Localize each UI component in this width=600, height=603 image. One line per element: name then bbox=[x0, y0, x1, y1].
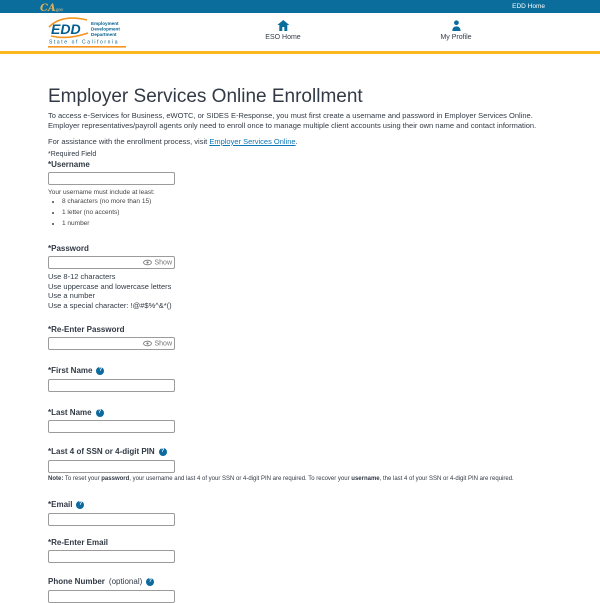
first-name-label: *First Name bbox=[48, 366, 93, 376]
last-name-input[interactable] bbox=[48, 420, 175, 433]
email-label: *Email bbox=[48, 499, 73, 509]
eye-icon bbox=[143, 260, 152, 266]
last-name-label-row bbox=[48, 408, 552, 418]
edd-home-link[interactable]: EDD Home bbox=[512, 3, 545, 10]
first-name-label-row bbox=[48, 366, 552, 376]
enrollment-form-page bbox=[0, 86, 600, 603]
edd-dept-line-1: Employment bbox=[91, 21, 119, 26]
ssn-pin-label-row bbox=[48, 447, 552, 457]
first-name-field-group bbox=[48, 366, 552, 392]
site-header bbox=[0, 13, 600, 51]
password-field-group bbox=[48, 244, 552, 311]
reenter-email-label: *Re-Enter Email bbox=[48, 537, 109, 547]
edd-dept-line-3: Department bbox=[91, 32, 117, 37]
required-field-note: *Required Field bbox=[48, 150, 97, 158]
ssn-note-bold: username bbox=[351, 475, 380, 482]
username-rules-list bbox=[62, 198, 552, 227]
password-label: *Password bbox=[48, 243, 89, 253]
phone-label-optional: (optional) bbox=[108, 577, 143, 587]
username-field-group bbox=[48, 160, 552, 228]
person-icon bbox=[450, 20, 462, 31]
username-hint: Your username must include at least: bbox=[48, 189, 155, 197]
reenter-password-show-button[interactable] bbox=[143, 340, 172, 347]
ssn-pin-note bbox=[48, 476, 552, 482]
reenter-email-label-row bbox=[48, 538, 552, 548]
nav-my-profile-label: My Profile bbox=[440, 34, 472, 41]
username-rule-item: • 1 letter (no accents) bbox=[62, 209, 552, 217]
ssn-pin-input[interactable] bbox=[48, 460, 175, 473]
ssn-note-bold: Note: bbox=[48, 475, 64, 482]
password-show-button[interactable] bbox=[143, 259, 172, 266]
edd-state-text: State of California bbox=[49, 39, 120, 46]
nav-my-profile[interactable] bbox=[440, 20, 471, 41]
assistance-suffix: . bbox=[295, 136, 298, 146]
help-icon[interactable]: ? bbox=[146, 578, 154, 586]
utility-bar bbox=[0, 0, 600, 13]
password-hint: Use 8-12 characters bbox=[48, 272, 116, 282]
password-show-label: Show bbox=[154, 259, 172, 267]
last-name-field-group bbox=[48, 408, 552, 434]
help-icon[interactable]: ? bbox=[76, 501, 84, 509]
password-hint: Use uppercase and lowercase letters bbox=[48, 281, 172, 291]
phone-input[interactable] bbox=[48, 590, 175, 603]
password-hint: Use a number bbox=[48, 291, 96, 301]
intro-paragraph: To access e-Services for Business, eWOTC, or SIDES E-Response, you must first create a username and password in Employer Services Online. Employer representatives/payroll agents only need to enroll once to manage multiple client accounts using their own name and contact information. bbox=[48, 110, 537, 130]
employer-services-online-link[interactable]: Employer Services Online bbox=[209, 136, 296, 146]
ca-gov-logo-gov: .gov bbox=[54, 6, 64, 12]
first-name-input[interactable] bbox=[48, 379, 175, 392]
home-icon bbox=[277, 20, 289, 31]
reenter-password-label: *Re-Enter Password bbox=[48, 324, 125, 334]
page-title: Employer Services Online Enrollment bbox=[48, 86, 363, 107]
help-icon[interactable]: ? bbox=[159, 448, 167, 456]
phone-label-row bbox=[48, 577, 552, 587]
edd-acronym: EDD bbox=[51, 21, 81, 37]
username-label-row bbox=[48, 160, 552, 170]
username-rule-item: • 1 number bbox=[62, 220, 552, 228]
password-hints bbox=[48, 272, 552, 310]
assistance-prefix: For assistance with the enrollment process, visit bbox=[48, 136, 210, 146]
email-field-group bbox=[48, 500, 552, 526]
email-input[interactable] bbox=[48, 513, 175, 526]
edd-logo-graphic bbox=[48, 16, 128, 49]
ssn-note-bold: password bbox=[101, 475, 130, 482]
eye-icon bbox=[143, 341, 152, 347]
reenter-email-field-group bbox=[48, 538, 552, 564]
ssn-note-text: , your username and last 4 of your SSN or 4-digit PIN are required. To recover your bbox=[129, 475, 352, 482]
nav-eso-home-label: ESO Home bbox=[265, 34, 301, 41]
ssn-note-text: To reset your bbox=[63, 475, 102, 482]
ssn-pin-field-group bbox=[48, 447, 552, 482]
password-label-row bbox=[48, 244, 552, 254]
username-label: *Username bbox=[48, 159, 90, 169]
email-label-row bbox=[48, 500, 552, 510]
reenter-email-input[interactable] bbox=[48, 550, 175, 563]
help-icon[interactable]: ? bbox=[96, 409, 104, 417]
ca-gov-logo-text: CA bbox=[40, 2, 56, 14]
edd-dept-line-2: Development bbox=[91, 26, 120, 32]
username-input[interactable] bbox=[48, 172, 175, 185]
ssn-note-text: , the last 4 of your SSN or 4-digit PIN are required. bbox=[379, 475, 514, 482]
reenter-password-field-group bbox=[48, 325, 552, 351]
reenter-password-show-label: Show bbox=[154, 340, 172, 348]
password-hint: Use a special character: !@#$%^&*() bbox=[48, 300, 172, 310]
reenter-password-label-row bbox=[48, 325, 552, 335]
help-icon[interactable]: ? bbox=[96, 367, 104, 375]
phone-label: Phone Number bbox=[48, 577, 105, 587]
last-name-label: *Last Name bbox=[48, 407, 92, 417]
nav-eso-home[interactable] bbox=[265, 20, 300, 41]
phone-field-group bbox=[48, 577, 552, 603]
edd-logo[interactable] bbox=[48, 16, 128, 54]
assistance-line bbox=[48, 137, 552, 146]
ssn-pin-label: *Last 4 of SSN or 4-digit PIN bbox=[48, 447, 155, 457]
password-input-wrap bbox=[48, 256, 175, 269]
reenter-password-input-wrap bbox=[48, 337, 175, 350]
username-rule-item: • 8 characters (no more than 15) bbox=[62, 198, 552, 206]
edd-logo-underline bbox=[48, 46, 126, 48]
